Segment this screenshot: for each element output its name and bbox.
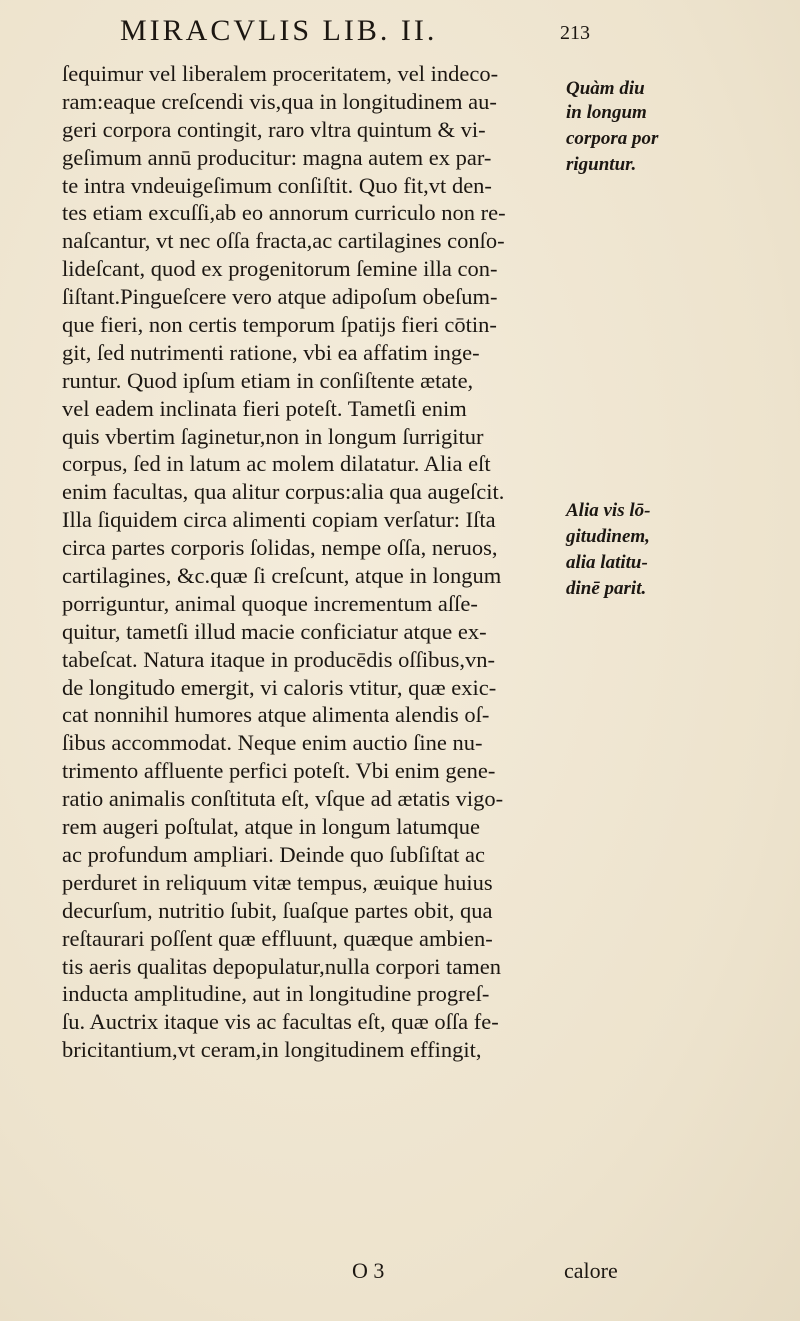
- text-line: runtur. Quod ipſum etiam in conſiſtente ætate,: [62, 367, 474, 393]
- text-line: bricitantium,vt ceram,in longitudinem effingit,: [62, 1037, 482, 1063]
- text-line: decurſum, nutritio ſubit, ſuaſque partes obit, qua: [62, 897, 493, 923]
- catchword: calore: [564, 1258, 618, 1283]
- marginal-note: Quàm diu: [566, 78, 645, 99]
- marginal-note: riguntur.: [566, 154, 637, 175]
- text-line: tes etiam excuſſi,ab eo annorum curriculo non re-: [62, 200, 506, 226]
- page-footer: [62, 1258, 762, 1288]
- text-line: trimento affluente perfici poteſt. Vbi enim gene-: [62, 758, 496, 784]
- text-line: te intra vndeuigeſimum conſiſtit. Quo fit,vt den-: [62, 172, 492, 198]
- text-line: vel eadem inclinata fieri poteſt. Tametſi enim: [62, 395, 467, 421]
- text-line: git, ſed nutrimenti ratione, vbi ea affatim inge-: [62, 339, 480, 365]
- text-line: circa partes corporis ſolidas, nempe oſſa, neruos,: [62, 535, 498, 561]
- body-text: [62, 60, 602, 1064]
- text-line: geri corpora contingit, raro vltra quintum & vi-: [62, 116, 486, 142]
- text-line: ſequimur vel liberalem proceritatem, vel indeco-: [62, 61, 499, 86]
- page-number: 213: [560, 22, 590, 44]
- text-line: geſimum annū producitur: magna autem ex par-: [62, 144, 492, 170]
- text-line: lideſcant, quod ex progenitorum ſemine illa con-: [62, 256, 498, 282]
- signature-mark: O 3: [352, 1258, 385, 1283]
- text-line: de longitudo emergit, vi caloris vtitur, quæ exic-: [62, 674, 497, 700]
- text-line: quis vbertim ſaginetur,non in longum ſurrigitur: [62, 423, 484, 449]
- text-line: enim facultas, qua alitur corpus:alia qua augeſcit.: [62, 479, 505, 505]
- text-line: perduret in reliquum vitæ tempus, æuique huius: [62, 869, 493, 895]
- text-line: tabeſcat. Natura itaque in producēdis oſſibus,vn-: [62, 646, 495, 672]
- running-title: MIRACVLIS LIB. II.: [120, 14, 438, 47]
- running-head: [120, 14, 720, 54]
- text-line: Illa ſiquidem circa alimenti copiam verſatur: Iſta: [62, 507, 496, 533]
- marginal-note: dinē parit.: [566, 578, 647, 599]
- text-line: quitur, tametſi illud macie conficiatur atque ex-: [62, 618, 487, 644]
- text-line: ſiſtant.Pingueſcere vero atque adipoſum obeſum-: [62, 284, 498, 310]
- text-line: cat nonnihil humores atque alimenta alendis oſ-: [62, 702, 490, 728]
- text-line: rem augeri poſtulat, atque in longum latumque: [62, 814, 481, 840]
- text-line: tis aeris qualitas depopulatur,nulla corpori tamen: [62, 953, 501, 979]
- text-line: ac profundum ampliari. Deinde quo ſubſiſtat ac: [62, 841, 485, 867]
- text-line: ratio animalis conſtituta eſt, vſque ad ætatis vigo-: [62, 786, 504, 812]
- marginal-note: corpora por: [566, 128, 659, 149]
- text-line: porriguntur, animal quoque incrementum aſſe-: [62, 590, 478, 616]
- marginal-note: alia latitu-: [566, 552, 648, 573]
- text-line: corpus, ſed in latum ac molem dilatatur. Alia eſt: [62, 451, 491, 477]
- text-line: ram:eaque creſcendi vis,qua in longitudinem au-: [62, 88, 497, 114]
- text-line: ſibus accommodat. Neque enim auctio ſine nu-: [62, 730, 483, 756]
- marginal-note: Alia vis lō-: [566, 500, 651, 521]
- text-line: que fieri, non certis temporum ſpatijs fieri cōtin-: [62, 312, 497, 338]
- text-line: cartilagines, &c.quæ ſi creſcunt, atque in longum: [62, 563, 502, 589]
- text-line: naſcantur, vt nec oſſa fracta,ac cartilagines conſo-: [62, 228, 505, 254]
- text-line: inducta amplitudine, aut in longitudine progreſ-: [62, 981, 490, 1007]
- text-line: ſu. Auctrix itaque vis ac facultas eſt, quæ oſſa fe-: [62, 1009, 499, 1035]
- marginal-note: gitudinem,: [566, 526, 650, 547]
- text-line: reſtaurari poſſent quæ effluunt, quæque ambien-: [62, 925, 493, 951]
- marginal-note: in longum: [566, 102, 647, 123]
